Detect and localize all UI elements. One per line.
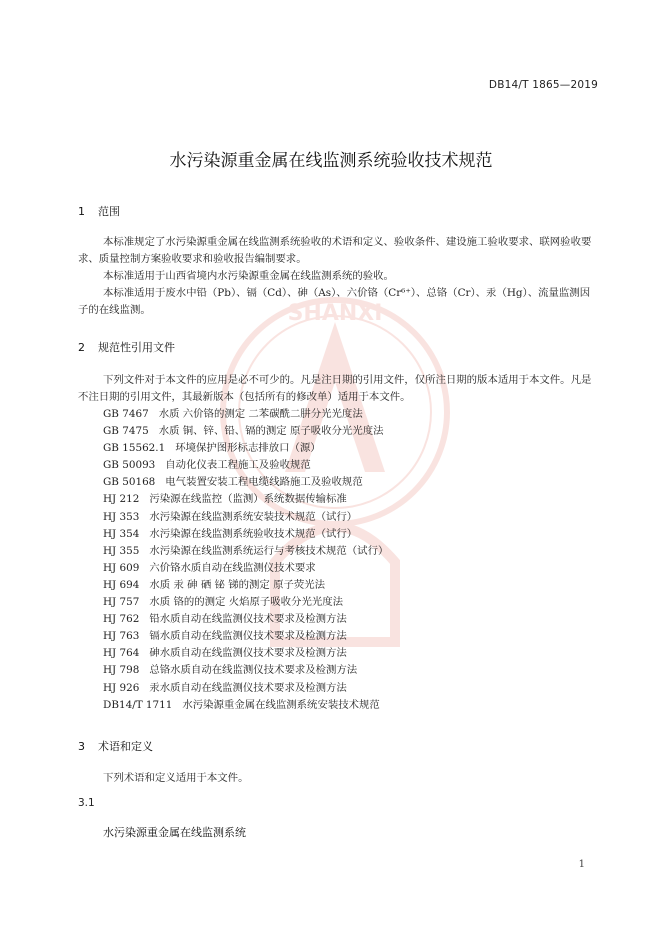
paragraph: 下列术语和定义适用于本文件。 — [103, 772, 249, 784]
document-title: 水污染源重金属在线监测系统验收技术规范 — [169, 151, 493, 171]
reference-code: GB 50168 — [103, 476, 156, 489]
reference-code: HJ 353 — [103, 510, 140, 523]
list-item — [103, 543, 388, 560]
reference-name: 水质 汞 砷 硒 铋 锑的测定 原子荧光法 — [149, 578, 326, 591]
term-heading: 水污染源重金属在线监测系统 — [103, 826, 246, 839]
reference-name: 污染源在线监控（监测）系统数据传输标准 — [149, 493, 347, 506]
reference-name: 水污染源重金属在线监测系统安装技术规范 — [182, 698, 380, 711]
paragraph: 本标准规定了水污染源重金属在线监测系统验收的术语和定义、验收条件、建设施工验收要求、联网验收要求、质量控制方案验收要求和验收报告编制要求。 — [78, 236, 592, 265]
standard-code: DB14/T 1865—2019 — [488, 79, 598, 91]
section-number: 1 — [78, 205, 85, 218]
list-item — [103, 697, 388, 714]
reference-code: HJ 762 — [103, 613, 140, 626]
reference-code: HJ 926 — [103, 681, 140, 694]
reference-name: 环境保护图形标志排放口（源） — [175, 442, 321, 455]
reference-code: HJ 757 — [103, 596, 140, 609]
reference-name: 汞水质自动在线监测仪技术要求及检测方法 — [149, 681, 347, 694]
section-number: 3 — [78, 740, 85, 753]
watermark-text: SHANXI — [287, 301, 383, 326]
page-number: 1 — [578, 859, 585, 870]
list-item — [103, 406, 388, 423]
section-1-heading — [78, 203, 120, 219]
list-item — [103, 594, 388, 611]
reference-list — [103, 406, 388, 714]
reference-code: HJ 764 — [103, 647, 140, 660]
paragraph: 下列文件对于本文件的应用是必不可少的。凡是注日期的引用文件，仅所注日期的版本适用于本文件。凡是不注日期的引用文件，其最新版本（包括所有的修改单）适用于本文件。 — [78, 374, 592, 403]
reference-name: 砷水质自动在线监测仪技术要求及检测方法 — [149, 647, 347, 660]
reference-name: 镉水质自动在线监测仪技术要求及检测方法 — [149, 630, 347, 643]
reference-name: 自动化仪表工程施工及验收规范 — [165, 459, 311, 472]
list-item — [103, 440, 388, 457]
paragraph: 本标准适用于废水中铅（Pb）、镉（Cd）、砷（As）、六价铬（Cr⁶⁺）、总铬（Cr）、汞（Hg）、流量监测因子的在线监测。 — [78, 287, 591, 316]
section-title: 范围 — [98, 205, 120, 218]
list-item — [103, 491, 388, 508]
subsection-number: 3.1 — [78, 797, 95, 809]
reference-name: 水质 铜、锌、铅、镉的测定 原子吸收分光光度法 — [158, 425, 384, 438]
reference-code: GB 7467 — [103, 408, 149, 420]
reference-code: HJ 798 — [103, 664, 140, 677]
section-title: 术语和定义 — [98, 740, 153, 753]
reference-code: HJ 694 — [103, 578, 140, 591]
section-3-heading — [78, 738, 153, 754]
section-number: 2 — [78, 341, 85, 354]
list-item — [103, 628, 388, 645]
reference-name: 水污染源在线监测系统验收技术规范（试行） — [149, 527, 358, 540]
reference-name: 水污染源在线监测系统安装技术规范（试行） — [149, 510, 358, 523]
list-item — [103, 423, 388, 440]
list-item — [103, 645, 388, 662]
reference-name: 电气装置安装工程电缆线路施工及验收规范 — [165, 476, 363, 489]
reference-code: HJ 212 — [103, 493, 140, 506]
reference-code: GB 7475 — [103, 425, 149, 438]
section-title: 规范性引用文件 — [98, 341, 175, 354]
reference-code: HJ 763 — [103, 630, 140, 643]
reference-name: 水质 铬的的测定 火焰原子吸收分光光度法 — [149, 596, 344, 609]
list-item — [103, 474, 388, 491]
reference-code: HJ 609 — [103, 561, 140, 574]
section-2-heading — [78, 339, 175, 355]
list-item — [103, 662, 388, 679]
list-item — [103, 560, 388, 577]
reference-name: 水污染源在线监测系统运行与考核技术规范（试行） — [149, 544, 389, 557]
reference-name: 总铬水质自动在线监测仪技术要求及检测方法 — [149, 664, 358, 677]
paragraph: 本标准适用于山西省境内水污染源重金属在线监测系统的验收。 — [103, 270, 394, 282]
list-item — [103, 526, 388, 543]
list-item — [103, 680, 388, 697]
reference-name: 六价铬水质自动在线监测仪技术要求 — [149, 561, 316, 574]
list-item — [103, 611, 388, 628]
list-item — [103, 577, 388, 594]
reference-code: GB 50093 — [103, 459, 156, 472]
list-item — [103, 457, 388, 474]
reference-name: 铅水质自动在线监测仪技术要求及检测方法 — [149, 613, 347, 626]
list-item — [103, 509, 388, 526]
reference-code: HJ 355 — [103, 544, 140, 557]
reference-code: GB 15562.1 — [103, 442, 166, 455]
reference-name: 水质 六价铬的测定 二苯碳酰二肼分光光度法 — [158, 408, 363, 420]
reference-code: DB14/T 1711 — [103, 698, 173, 711]
reference-code: HJ 354 — [103, 527, 140, 540]
